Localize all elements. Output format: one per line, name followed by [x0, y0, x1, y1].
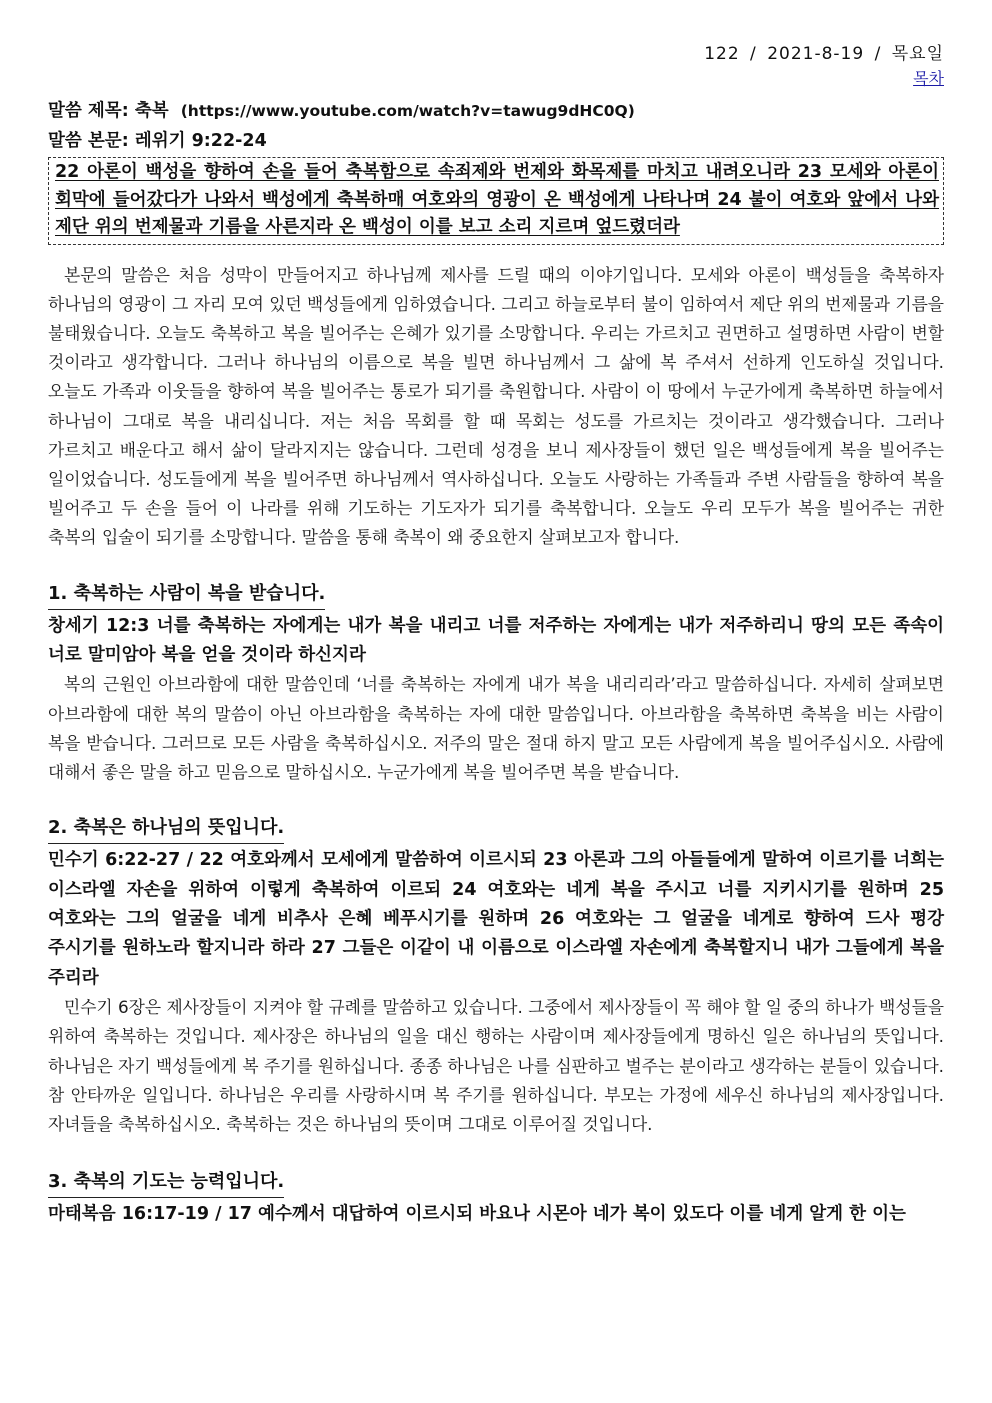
- section-heading: 2. 축복은 하나님의 뜻입니다.: [48, 813, 284, 844]
- section-verse: 민수기 6:22-27 / 22 여호와께서 모세에게 말씀하여 이르시되 23 아론과 그의 아들들에게 말하여 이르기를 너희는 이스라엘 자손을 위하여 이렇게 축복하여 이르되 24 여호와는 네게 복을 주시고 너를 지키시기를 원하며 25 여호와는 그의 얼굴을 네게 비추사 은혜 베푸시기를 원하며 26 여호와는 그 얼굴을 네게로 향하여 드사 평강 주시기를 원하노라 할지니라 하라 27 그들은 이같이 내 이름으로 이스라엘 자손에게 축복할지니 내가 그들에게 복을 주리라: [48, 850, 944, 988]
- section-heading: 3. 축복의 기도는 능력입니다.: [48, 1167, 284, 1198]
- sermon-text-line: [48, 126, 944, 156]
- sermon-video-url[interactable]: (https://www.youtube.com/watch?v=tawug9dHC0Q): [180, 102, 635, 120]
- page-weekday: 목요일: [891, 44, 944, 64]
- scripture-box: [48, 157, 944, 245]
- sermon-text-label: 말씀 본문:: [48, 131, 129, 151]
- sermon-title-line: [48, 96, 944, 126]
- section-heading: 1. 축복하는 사람이 복을 받습니다.: [48, 579, 325, 610]
- section-2: [48, 813, 944, 1139]
- header-separator: /: [750, 44, 768, 64]
- section-verse: 창세기 12:3 너를 축복하는 자에게는 내가 복을 내리고 너를 저주하는 자에게는 내가 저주하리니 땅의 모든 족속이 너로 말미암아 복을 얻을 것이라 하신지라: [48, 615, 944, 665]
- page-header: [48, 40, 944, 68]
- page-date: 2021-8-19: [767, 44, 865, 64]
- section-3: [48, 1167, 944, 1229]
- toc-link-row: [48, 68, 944, 90]
- section-body: 복의 근원인 아브라함에 대한 말씀인데 ‘너를 축복하는 자에게 내가 복을 내리리라’라고 말씀하십니다. 자세히 살펴보면 아브라함에 대한 복의 말씀이 아닌 아브라함을 축복하는 자에 대한 말씀입니다. 아브라함을 축복하면 축복을 비는 사람이 복을 받습니다. 그러므로 모든 사람을 축복하십시오. 저주의 말은 절대 하지 말고 모든 사람에게 복을 빌어주십시오. 사람에 대해서 좋은 말을 하고 믿음으로 말하십시오. 누군가에게 복을 빌어주면 복을 받습니다.: [48, 674, 944, 782]
- section-verse: 마태복음 16:17-19 / 17 예수께서 대답하여 이르시되 바요나 시몬아 네가 복이 있도다 이를 네게 알게 한 이는: [48, 1204, 906, 1225]
- sermon-text-reference: 레위기 9:22-24: [134, 131, 267, 151]
- section-body: 민수기 6장은 제사장들이 지켜야 할 규례를 말씀하고 있습니다. 그중에서 제사장들이 꼭 해야 할 일 중의 하나가 백성들을 위하여 축복하는 것입니다. 제사장은 하나님의 일을 대신 행하는 사람이며 제사장들에게 명하신 일은 하나님의 뜻입니다. 하나님은 자기 백성들에게 복 주기를 원하십니다. 종종 하나님은 나를 심판하고 벌주는 분이라고 생각하는 분들이 있습니다. 참 안타까운 일입니다. 하나님은 우리를 사랑하시며 복 주기를 원하십니다. 부모는 가정에 세우신 하나님의 제사장입니다. 자녀들을 축복하십시오. 축복하는 것은 하나님의 뜻이며 그대로 이루어질 것입니다.: [48, 997, 944, 1134]
- sermon-title-label: 말씀 제목:: [48, 101, 129, 121]
- header-separator: /: [874, 44, 892, 64]
- document-page: [48, 40, 944, 1230]
- page-number: 122: [704, 44, 740, 64]
- intro-paragraph: 본문의 말씀은 처음 성막이 만들어지고 하나님께 제사를 드릴 때의 이야기입니다. 모세와 아론이 백성들을 축복하자 하나님의 영광이 그 자리 모여 있던 백성들에게 임하였습니다. 그리고 하늘로부터 불이 임하여서 제단 위의 번제물과 기름을 불태웠습니다. 오늘도 축복하고 복을 빌어주는 은혜가 있기를 소망합니다. 우리는 가르치고 권면하고 설명하면 사람이 변할 것이라고 생각합니다. 그러나 하나님의 이름으로 복을 빌면 하나님께서 그 삶에 복 주셔서 선하게 인도하실 것입니다. 오늘도 가족과 이웃들을 향하여 복을 빌어주는 통로가 되기를 축원합니다. 사람이 이 땅에서 누군가에게 축복하면 하늘에서 하나님이 그대로 복을 내리십니다. 저는 처음 목회를 할 때 목회는 성도를 가르치는 것이라고 생각했습니다. 그러나 가르치고 배운다고 해서 삶이 달라지지는 않습니다. 그런데 성경을 보니 제사장들이 했던 일은 백성들에게 복을 빌어주는 일이었습니다. 성도들에게 복을 빌어주면 하나님께서 역사하십니다. 오늘도 사랑하는 가족들과 주변 사람들을 향하여 복을 빌어주고 두 손을 들어 이 나라를 위해 기도하는 기도자가 되기를 축복합니다. 오늘도 우리 모두가 복을 빌어주는 귀한 축복의 입술이 되기를 소망합니다. 말씀을 통해 축복이 왜 중요한지 살펴보고자 합니다.: [48, 264, 944, 548]
- section-1: [48, 579, 944, 788]
- sermon-title: 축복: [134, 101, 169, 121]
- toc-link[interactable]: 목차: [913, 69, 944, 88]
- scripture-text: 22 아론이 백성을 향하여 손을 들어 축복함으로 속죄제와 번제와 화목제를 마치고 내려오니라 23 모세와 아론이 회막에 들어갔다가 나와서 백성에게 축복하매 여호와의 영광이 온 백성에게 나타나며 24 불이 여호와 앞에서 나와 제단 위의 번제물과 기름을 사른지라 온 백성이 이를 보고 소리 지르며 엎드렸더라: [55, 162, 939, 237]
